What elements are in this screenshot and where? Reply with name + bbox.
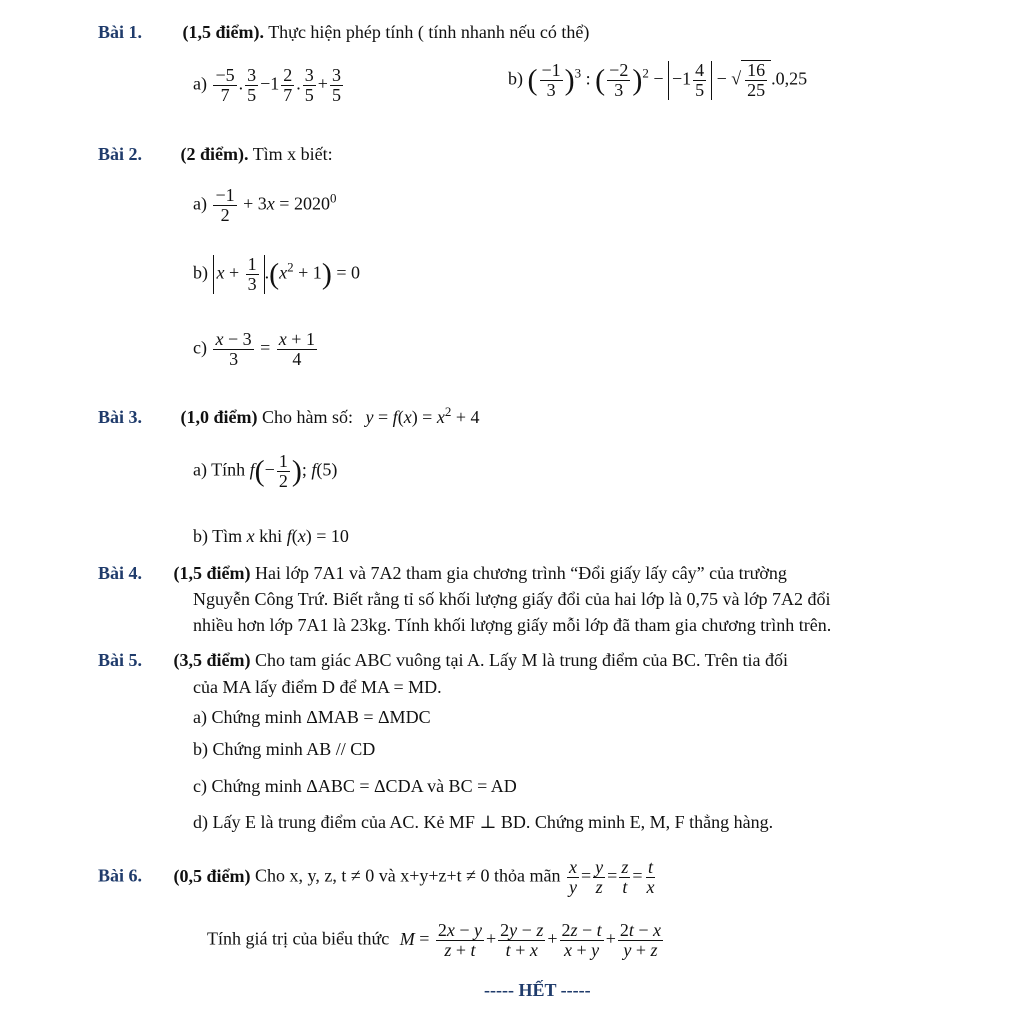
bai5-d: d) Lấy E là trung điểm của AC. Kẻ MF ⊥ BD. Chứng minh E, M, F thẳng hàng. — [193, 812, 774, 832]
bai6-line2: Tính giá trị của biểu thức M = $\frac{2x - y}{z + t}$ + $\frac{2y - z}{t + x}$ + $\frac{2z - t}{x + y}$ + $\frac{2t - x}{y + z}$ — [207, 920, 662, 960]
bai6-header: Bài 6. (0,5 điểm) Cho x, y, z, t ≠ 0 và x+y+z+t ≠ 0 thỏa mãn $\frac{x}{y}$ = $\frac{y}{z}$ = $\frac{z}{t}$ = $\frac{t}{x}$ — [98, 857, 655, 897]
bai3-label: Bài 3. — [98, 407, 143, 427]
bai2-c: c) $\frac{x - 3}{3}$ = $\frac{x + 1}{4}$ — [193, 329, 315, 369]
bai4-header — [98, 563, 787, 584]
bai5-points: (3,5 điểm) — [173, 650, 251, 670]
footer-end: ----- HẾT ----- — [484, 980, 591, 1000]
bai1-b-label: b) — [508, 68, 523, 89]
bai4-line3: nhiều hơn lớp 7A1 là 23kg. Tính khối lượng giấy mỗi lớp đã tham gia chương trình trên. — [193, 615, 832, 635]
bai3-b-khi: khi — [259, 526, 283, 546]
bai6-points: (0,5 điểm) — [173, 865, 251, 886]
bai6-label: Bài 6. — [98, 865, 143, 886]
bai4-line1: Hai lớp 7A1 và 7A2 tham gia chương trình “Đổi giấy lấy cây” của trường — [255, 563, 787, 583]
bai5-label: Bài 5. — [98, 650, 143, 670]
bai3-a: a) Tính f(− $\frac{1}{2}$ ); f(5) — [193, 451, 338, 491]
bai5-header — [98, 650, 788, 671]
bai1-label: Bài 1. — [98, 22, 143, 42]
bai4-label: Bài 4. — [98, 563, 143, 583]
bai1-points: (1,5 điểm). — [182, 22, 264, 42]
bai6-text: Cho x, y, z, t ≠ 0 và x+y+z+t ≠ 0 thỏa mãn — [255, 865, 561, 886]
bai2-a: a) $\frac{-1}{2}$ + $3x = 2020^0$ — [193, 185, 337, 225]
bai2-b: b) x + $\frac{1}{3}$ $.(x^2 + 1) = 0$ — [193, 254, 360, 294]
bai4-points: (1,5 điểm) — [173, 563, 251, 583]
bai3-header: Bài 3. (1,0 điểm) Cho hàm số: $y = f(x) = x^2 + 4$ — [98, 404, 480, 427]
bai3-text: Cho hàm số: — [262, 407, 354, 427]
bai1-b: b) ( $\frac{-1}{3}$ )$^3$ : ( $\frac{-2}{3}$ )$^2$ − −1 $\frac{4}{5}$ − √ $\frac{16}{25}$ .0,25 — [508, 60, 808, 100]
bai3-b: b) Tìm x khi f(x) = 10 — [193, 526, 349, 546]
bai3-a-label: a) Tính — [193, 459, 246, 480]
bai2-points: (2 điểm). — [180, 144, 249, 164]
bai5-line2: của MA lấy điểm D để MA = MD. — [193, 677, 442, 697]
bai1-a: a) $\frac{-5}{7}$ . $\frac{3}{5}$ −1 $\frac{2}{7}$ . $\frac{3}{5}$ + $\frac{3}{5}$ — [193, 65, 341, 105]
bai5-c: c) Chứng minh ΔABC = ΔCDA và BC = AD — [193, 776, 517, 796]
bai3-points: (1,0 điểm) — [180, 407, 258, 427]
bai6-line2-text: Tính giá trị của biểu thức — [207, 928, 390, 949]
bai5-b: b) Chứng minh AB // CD — [193, 739, 376, 759]
bai1-header — [98, 22, 589, 43]
bai1-text: Thực hiện phép tính ( tính nhanh nếu có thể) — [268, 22, 590, 42]
bai4-line2: Nguyễn Công Trứ. Biết rằng tỉ số khối lượng giấy đổi của hai lớp là 0,75 và lớp 7A2 đổi — [193, 589, 831, 609]
bai2-text: Tìm x biết: — [252, 144, 333, 164]
bai5-a: a) Chứng minh ΔMAB = ΔMDC — [193, 707, 431, 727]
bai1-a-label: a) — [193, 73, 207, 94]
bai2-b-label: b) — [193, 262, 208, 283]
bai5-line1: Cho tam giác ABC vuông tại A. Lấy M là trung điểm của BC. Trên tia đối — [255, 650, 788, 670]
bai2-c-label: c) — [193, 337, 207, 358]
bai3-b-label: b) Tìm — [193, 526, 243, 546]
bai2-a-label: a) — [193, 193, 207, 214]
bai2-label: Bài 2. — [98, 144, 143, 164]
bai2-header — [98, 144, 333, 165]
